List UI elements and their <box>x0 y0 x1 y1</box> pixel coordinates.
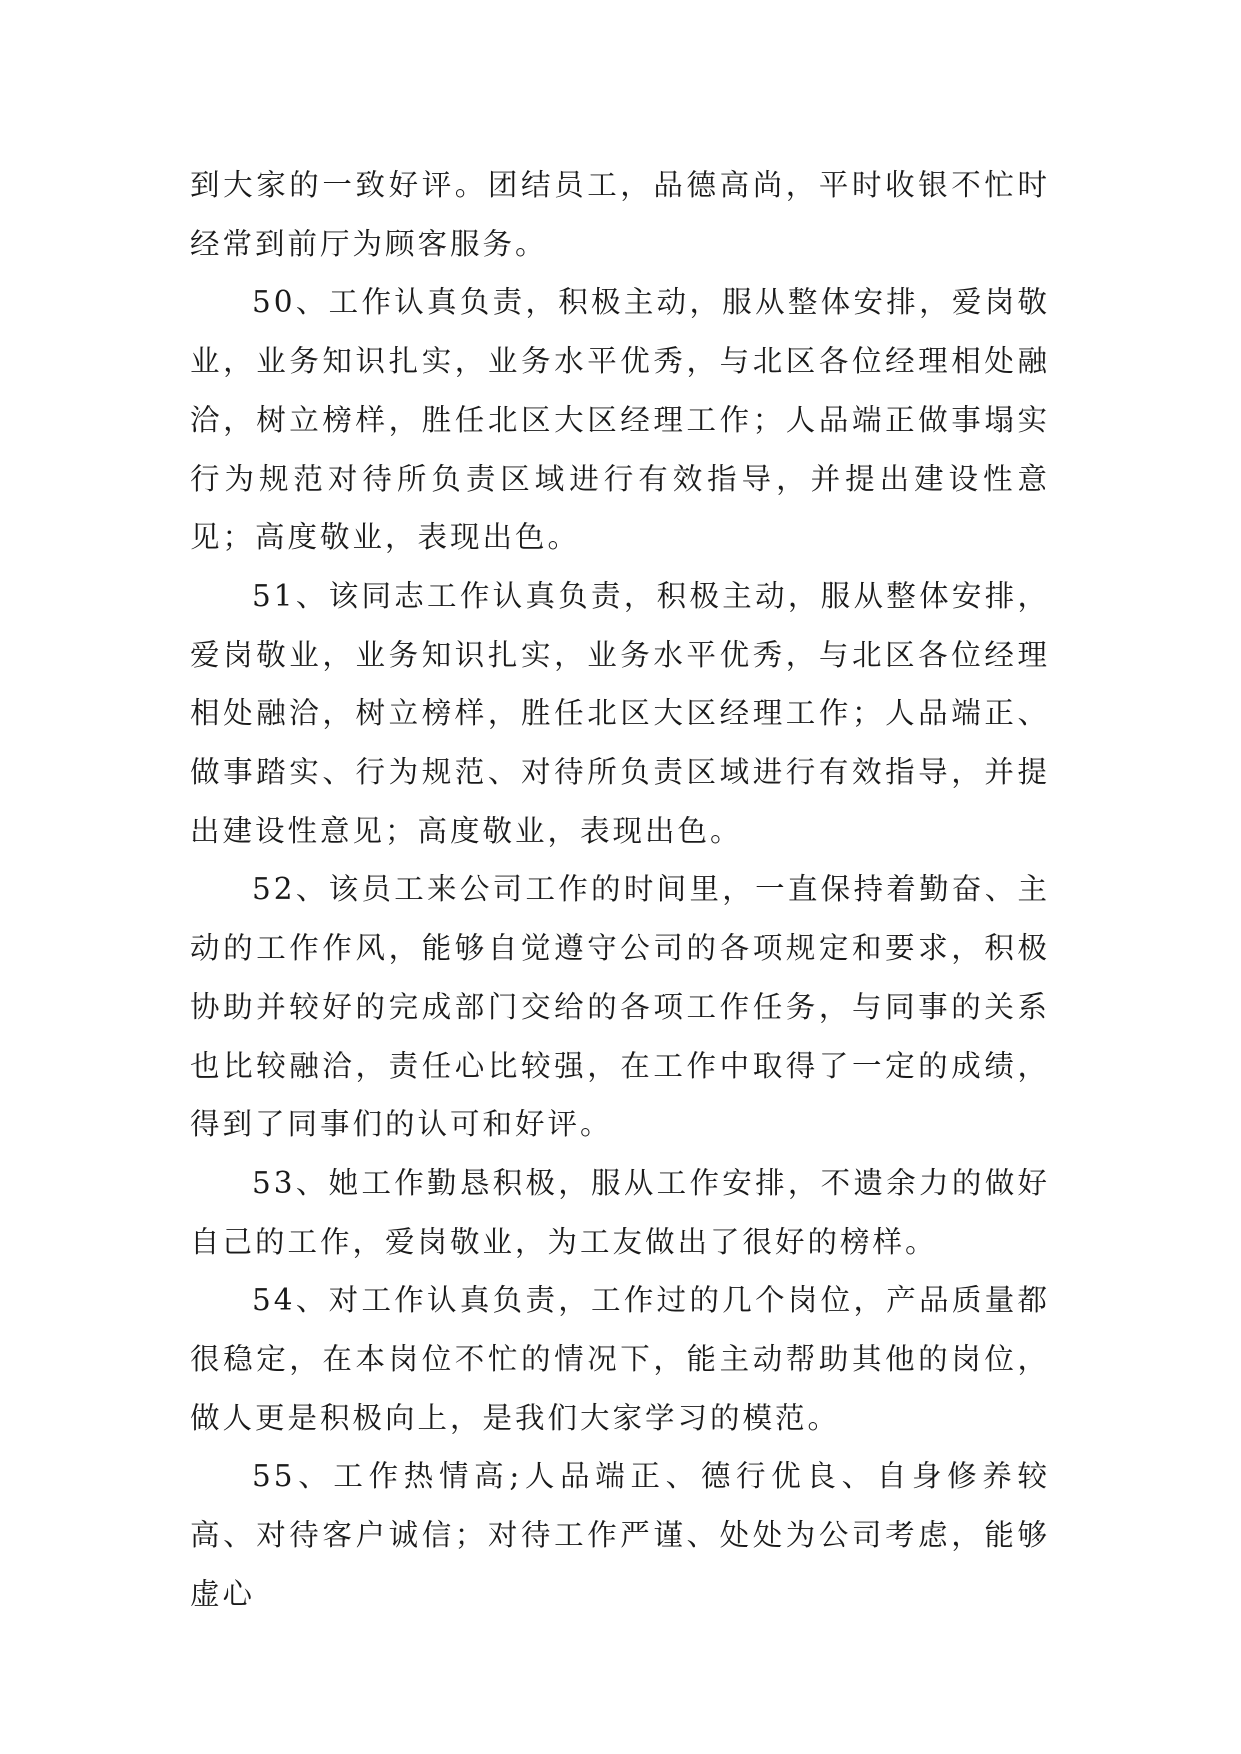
paragraph-continuation: 到大家的一致好评。团结员工，品德高尚，平时收银不忙时经常到前厅为顾客服务。 <box>190 168 1050 261</box>
paragraph-item-53: 53、她工作勤恳积极，服从工作安排，不遗余力的做好自己的工作，爱岗敬业，为工友做出了很好的榜样。 <box>190 1165 1050 1259</box>
document-body <box>190 156 1050 1624</box>
paragraph-item-51: 51、该同志工作认真负责，积极主动，服从整体安排，爱岗敬业，业务知识扎实，业务水平优秀，与北区各位经理相处融洽，树立榜样，胜任北区大区经理工作；人品端正、做事踏实、行为规范、对待所负责区域进行有效指导，并提出建设性意见；高度敬业，表现出色。 <box>190 578 1050 848</box>
paragraph-item-54: 54、对工作认真负责，工作过的几个岗位，产品质量都很稳定，在本岗位不忙的情况下，能主动帮助其他的岗位，做人更是积极向上，是我们大家学习的模范。 <box>190 1283 1050 1435</box>
paragraph-item-55: 55、工作热情高;人品端正、德行优良、自身修养较高、对待客户诚信；对待工作严谨、处处为公司考虑，能够虚心 <box>190 1459 1050 1611</box>
paragraph-item-52: 52、该员工来公司工作的时间里，一直保持着勤奋、主动的工作作风，能够自觉遵守公司的各项规定和要求，积极协助并较好的完成部门交给的各项工作任务，与同事的关系也比较融洽，责任心比较强，在工作中取得了一定的成绩，得到了同事们的认可和好评。 <box>190 872 1050 1142</box>
paragraph-item-50: 50、工作认真负责，积极主动，服从整体安排，爱岗敬业，业务知识扎实，业务水平优秀，与北区各位经理相处融洽，树立榜样，胜任北区大区经理工作；人品端正做事塌实行为规范对待所负责区域进行有效指导，并提出建设性意见；高度敬业，表现出色。 <box>190 285 1050 555</box>
